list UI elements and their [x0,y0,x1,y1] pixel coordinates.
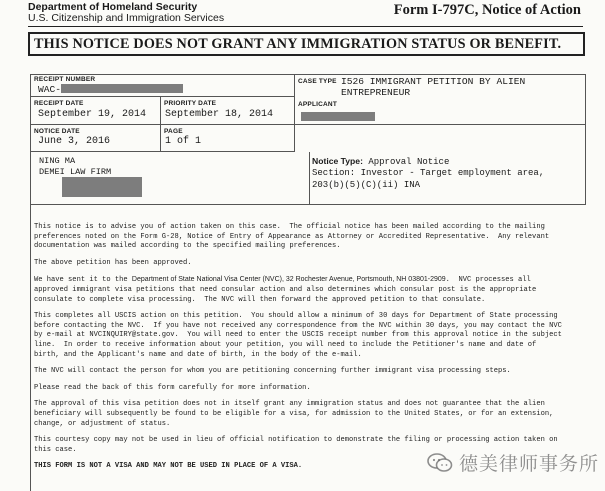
notice-type-value: Approval Notice [368,157,450,167]
address-name: NING MA [39,156,76,166]
paragraph-approved: The above petition has been approved. [34,258,192,267]
paragraph-contact: The NVC will contact the person for whom you are petitioning concerning further immigrant visa processing steps. [34,367,511,376]
section-line1: Section: Investor - Target employment area, [312,168,545,178]
agency-name: Department of Homeland Security [28,1,198,13]
agency-block [28,2,224,24]
page-cell [161,125,295,152]
receipt-number-value [38,84,183,95]
paragraph-completion: This completes all USCIS action on this petition. You should allow a minimum of 30 days for Department of State processing before contacting the NVC. If you have not received any correspondence from the NVC within 30 days, you may contact the NVC by e-mail at NVCINQUIRY@state.gov. You will need to enter the USCIS receipt number from this approval notice in the subject line. In order to receive information about your petition, you will need to include the Petitioner's name and date of birth, and the Applicant's name and date of birth, in the body of the e-mail. [34,312,562,359]
redaction-bar [62,177,142,197]
applicant-cell [295,99,586,125]
watermark-text: 德美律师事务所 [458,453,599,475]
redaction-bar [61,84,183,93]
receipt-number-cell [31,75,295,97]
paragraph-nvc-end: . NVC processes all approved immigrant visa petitions that need consular action and also determines which consular post is the appropriate consulate to complete visa processing. The NVC will then forward the approved petition to that consulate. [34,276,537,304]
status-banner [28,32,585,56]
form-header [28,0,583,27]
applicant-value [301,112,375,123]
firm-watermark [427,449,599,476]
notice-date-label: NOTICE DATE [34,128,80,135]
notice-date-value: June 3, 2016 [38,136,111,147]
nvc-address: Department of State National Visa Center (NVC), 32 Rochester Avenue, Portsmouth, NH 03801-2909 [131,276,446,284]
not-a-visa-statement: THIS FORM IS NOT A VISA AND MAY NOT BE USED IN PLACE OF A VISA. [34,462,303,471]
agency-subname: U.S. Citizenship and Immigration Services [28,12,225,24]
case-type-label: CASE TYPE [298,78,337,85]
notice-body [34,223,582,479]
applicant-label: APPLICANT [298,101,337,108]
receipt-number-label: RECEIPT NUMBER [34,76,96,83]
receipt-date-cell [31,97,161,125]
paragraph-nvc-start: We have sent it to the [34,276,132,285]
notice-type-row [312,156,449,168]
case-type-line2: ENTREPRENEUR [341,87,411,98]
notice-form [30,74,586,491]
paragraph-courtesy: This courtesy copy may not be used in lieu of official notification to demonstrate the filing or processing action taken on this case. [34,436,558,454]
redaction-bar [301,112,375,121]
notice-date-cell [31,125,161,152]
address-street [62,177,142,201]
priority-date-label: PRIORITY DATE [164,100,217,107]
receipt-date-label: RECEIPT DATE [34,100,84,107]
address-firm: DEMEI LAW FIRM [39,167,112,177]
form-title: Form I-797C, Notice of Action [393,2,581,18]
priority-date-cell [161,97,295,125]
case-type-line1: I526 IMMIGRANT PETITION BY ALIEN [341,76,526,87]
section-line2: 203(b)(5)(C)(ii) INA [312,180,421,190]
banner-text: THIS NOTICE DOES NOT GRANT ANY IMMIGRATION STATUS OR BENEFIT. [34,36,562,52]
paragraph-nvc [34,275,582,305]
wechat-icon [427,452,453,474]
paragraph-mailing: This notice is to advise you of action taken on this case. The official notice has been mailed according to the mailing preferences noted on the Form G-28, Notice of Entry of Appearance as Attorney or Accredited Representative. Any relevant documentation was mailed according to the specified mailing preferences. [34,223,550,251]
priority-date-value: September 18, 2014 [165,109,274,120]
paragraph-no-status: The approval of this visa petition does not in itself grant any immigration status and does not guarantee that the alien beneficiary will subsequently be found to be eligible for a visa, for admission to the United States, or for an extension, change, or adjustment of status. [34,400,554,428]
paragraph-read-back: Please read the back of this form carefully for more information. [34,383,311,392]
notice-type-block [310,152,586,205]
address-block [31,152,310,205]
receipt-number-prefix: WAC- [38,84,62,95]
receipt-date-value: September 19, 2014 [38,109,147,120]
blank-cell [295,125,586,152]
notice-type-label: Notice Type: [312,156,363,166]
case-type-cell [295,75,586,99]
page-label: PAGE [164,128,183,135]
page-value: 1 of 1 [165,136,202,147]
